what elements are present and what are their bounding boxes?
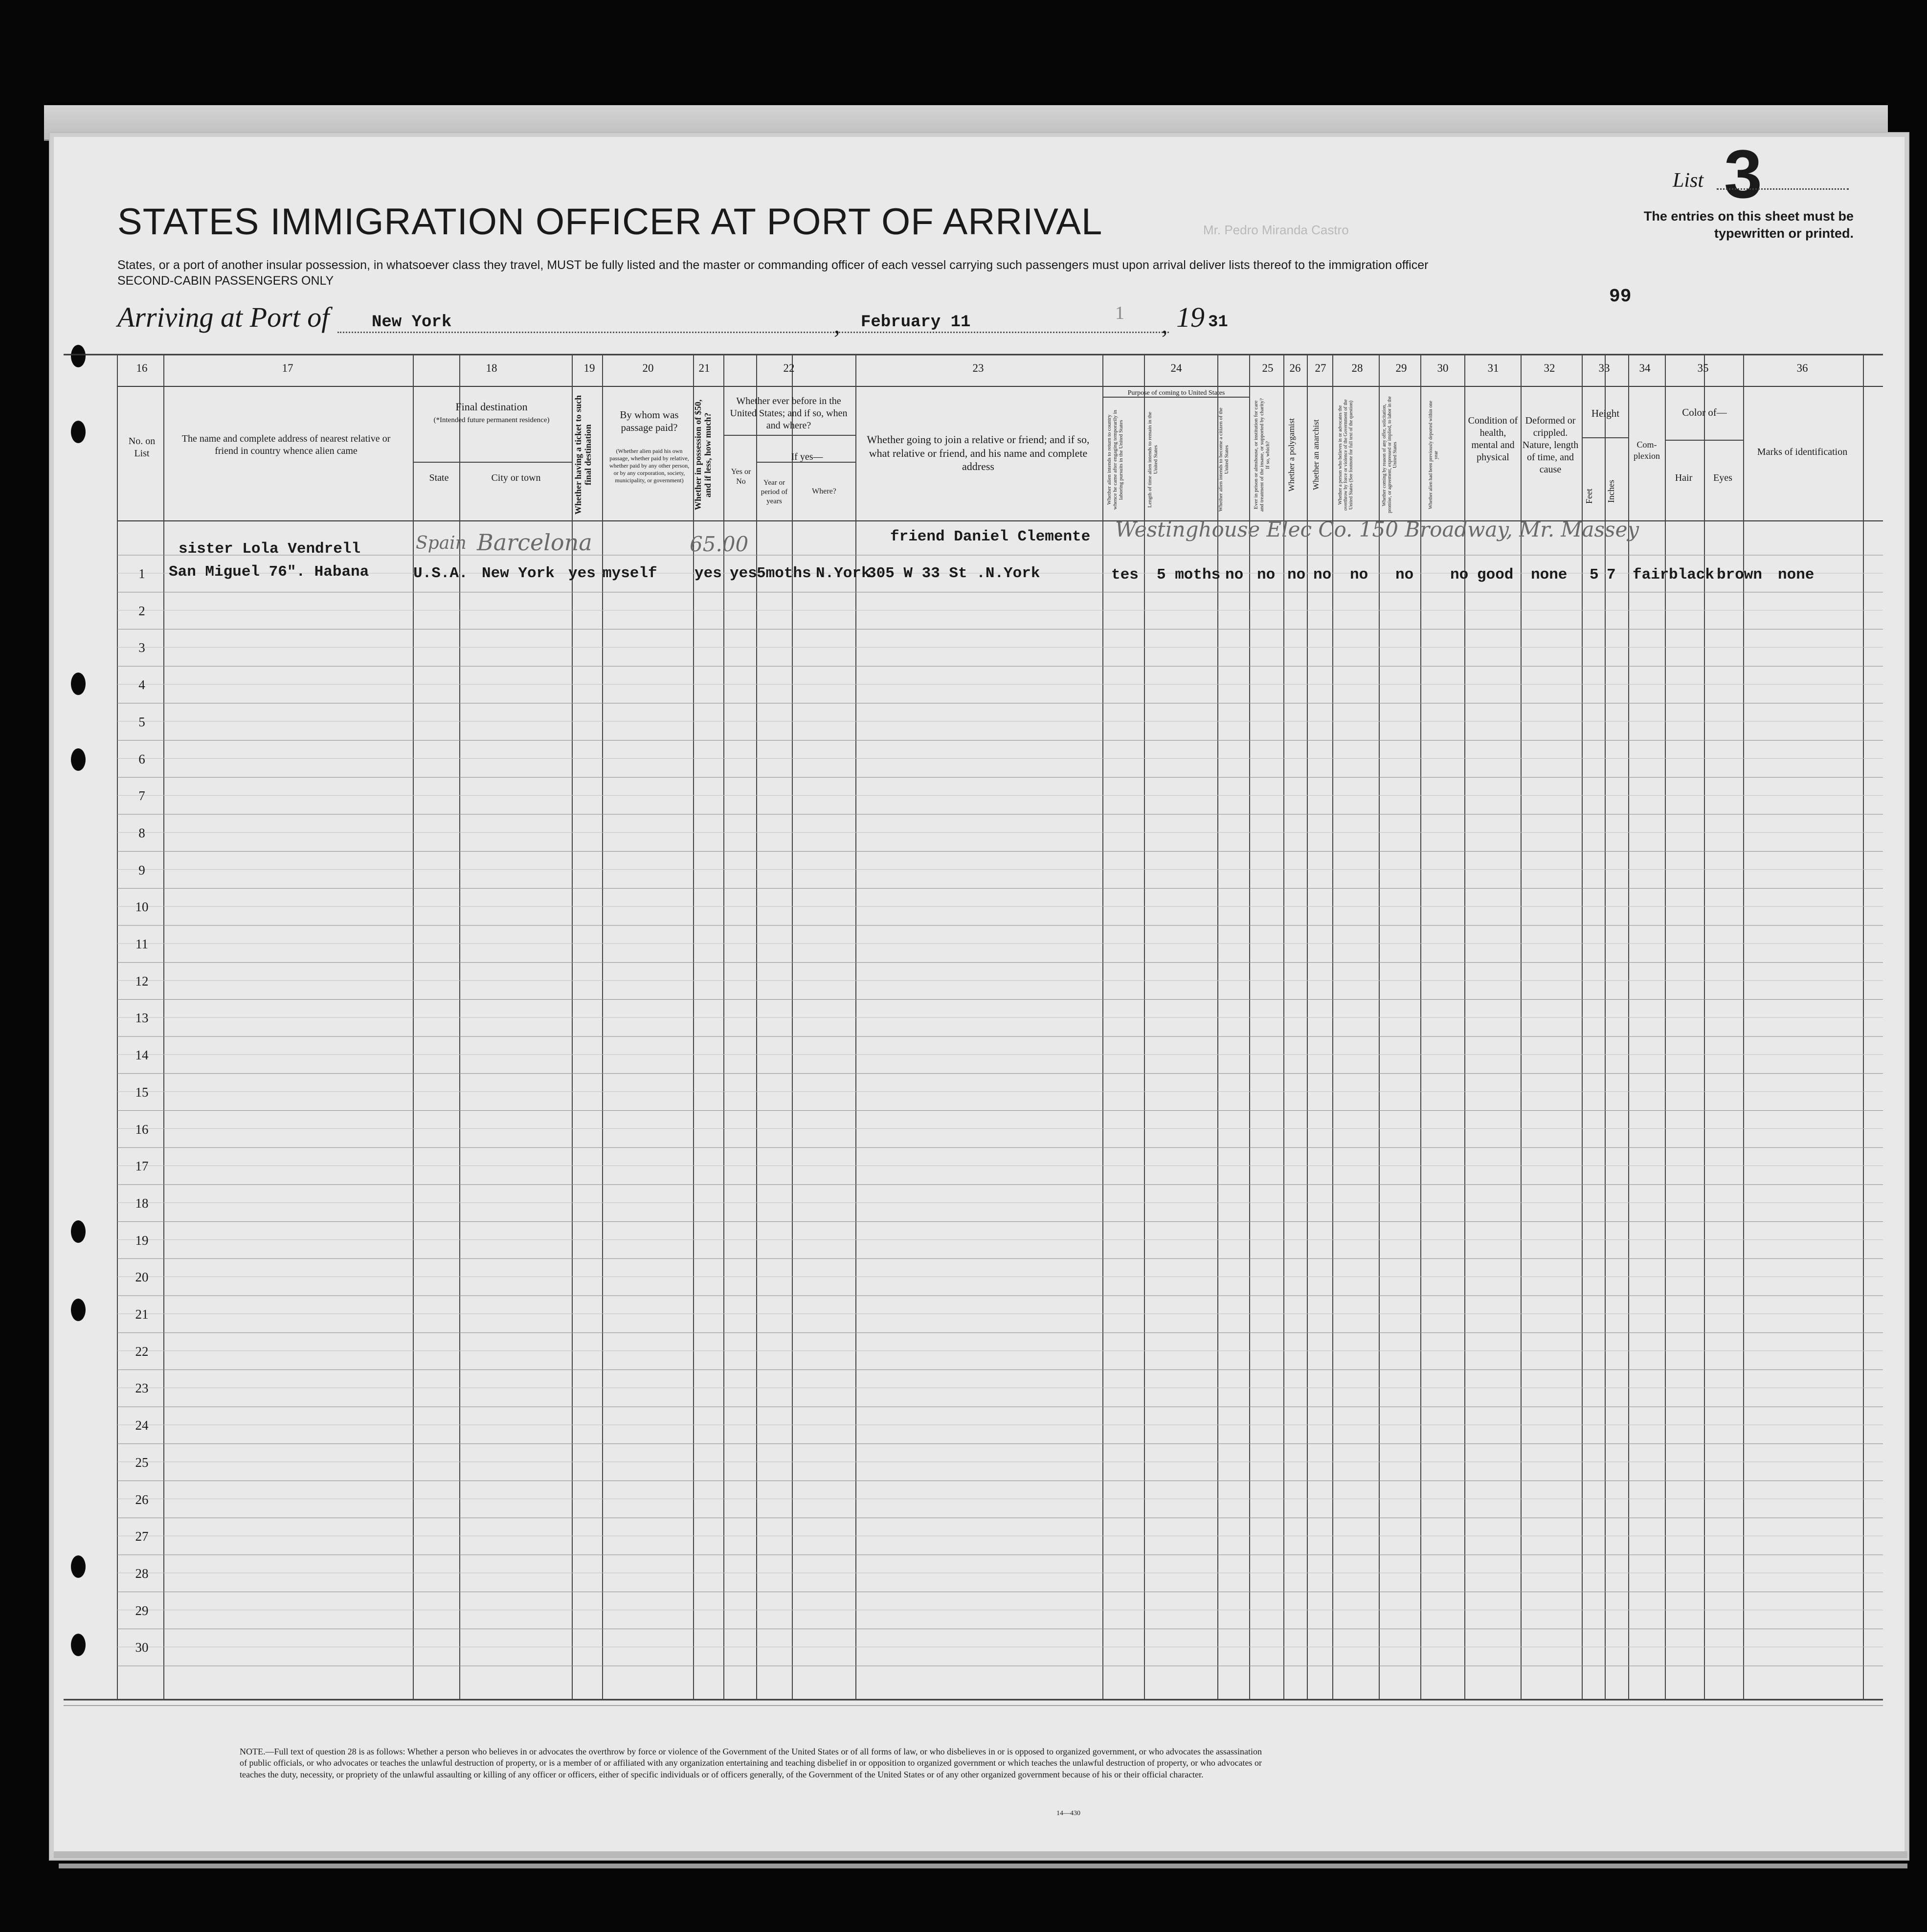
column-number: 22 [783, 362, 795, 374]
row-number: 23 [135, 1381, 149, 1396]
row-number: 14 [135, 1048, 149, 1063]
column-number: 18 [486, 362, 497, 374]
header-condition: Condition of health, mental and physical [1468, 415, 1518, 463]
column-number: 25 [1262, 362, 1274, 374]
row-number: 30 [135, 1640, 149, 1655]
row-number: 1 [138, 566, 145, 581]
cell-join-line1: friend Daniel Clemente [890, 528, 1091, 545]
footnote: NOTE.—Full text of question 28 is as follows: Whether a person who believes in or advocates the overthrow by force or violence of the Government of the United States or of all forms of law, or who disbelieves in or is opposed to organized government, or who advocates the assassination of public officials, or who advocates or teaches the unlawful destruction of property, or is a member of or affiliated with any organization entertaining and teaching disbelief in or opposition to organized government or which teaches the unlawful destruction of property, or who advocates or teaches the duty, necessity, or propriety of the unlawful assaulting or killing of any officer or officers, either of specific individuals or of officers generally, of the Government of the United States or of any other organized government because of his or their official character. [240, 1747, 1262, 1779]
port-value: New York [372, 313, 452, 332]
cell-overthrow: no [1350, 566, 1368, 584]
header-color-of: Color of— [1682, 406, 1727, 418]
row-number: 22 [135, 1344, 149, 1359]
row-number: 8 [138, 825, 145, 840]
row-number: 9 [138, 862, 145, 877]
row-number: 27 [135, 1529, 149, 1544]
list-label: List [1673, 169, 1704, 192]
cell-deported: no [1450, 566, 1469, 584]
row-number: 21 [135, 1307, 149, 1322]
column-number: 23 [972, 362, 984, 374]
column-number: 16 [136, 362, 148, 374]
row-number: 17 [135, 1159, 149, 1174]
arriving-label: Arriving at Port of [117, 301, 330, 333]
cell-ever-before: yes [730, 565, 757, 582]
header-nearest-relative: The name and complete address of nearest relative or friend in country whence alien came [181, 433, 391, 456]
date-mark: 1 [1115, 303, 1124, 323]
header-overthrow: Whether a person who believes in or advocates the overthrow by force or violence of the Government of the United States (See footnote for full text of the question) [1338, 399, 1354, 511]
page-subtitle: States, or a port of another insular possession, in whatsoever class they travel, MUST be fully listed and the master or commanding officer of each vessel carrying such passengers must upon arrival deliver lists thereof to the immigration officer [117, 258, 1429, 272]
header-prison: Ever in prison or almshouse, or institution for care and treatment of the insane, or supported by charity? If so, which? [1253, 398, 1271, 512]
row-number: 16 [135, 1122, 149, 1137]
header-yes-or-no: Yes or No [731, 468, 751, 486]
header-year-or-period: Year or period of years [761, 479, 788, 505]
row-number: 18 [135, 1195, 149, 1211]
cell-relative-line2: San Miguel 76". Habana [169, 563, 369, 581]
row-number: 11 [135, 937, 148, 951]
header-final-destination: Final destination [455, 401, 528, 413]
header-polygamist: Whether a polygamist [1287, 418, 1296, 492]
column-number: 35 [1697, 362, 1709, 374]
header-eyes: Eyes [1713, 472, 1732, 483]
cell-city: New York [482, 565, 555, 582]
bleed-through-text: Mr. Pedro Miranda Castro [1203, 223, 1349, 237]
header-where: Where? [812, 487, 836, 495]
cell-passage: myself [603, 565, 657, 582]
cell-inches: 7 [1607, 566, 1616, 584]
header-anarchist: Whether an anarchist [1311, 419, 1321, 491]
page-title: STATES IMMIGRATION OFFICER AT PORT OF ARRIVAL [117, 201, 1103, 243]
cell-ticket: yes [568, 565, 596, 582]
row-number: 5 [138, 714, 145, 729]
header-state: State [429, 472, 449, 483]
cell-condition: good [1477, 566, 1514, 584]
column-number: 29 [1395, 362, 1407, 374]
column-number: 20 [642, 362, 654, 374]
cell-purpose-citizen: no [1225, 566, 1244, 584]
cell-join-line2: 305 W 33 St .N.York [867, 565, 1040, 582]
cell-marks: none [1778, 566, 1815, 584]
column-number: 21 [698, 362, 710, 374]
header-purpose-citizen: Whether alien intends to become a citizen of the United States [1218, 407, 1230, 512]
cell-state: U.S.A. [413, 565, 468, 582]
header-passage-note: (Whether alien paid his own passage, whether paid by relative, whether paid by any other person, or by any corporation, society, municipality, or government) [609, 448, 690, 484]
column-number: 17 [282, 362, 293, 374]
header-passage-paid: By whom was passage paid? [620, 409, 679, 434]
header-offer: Whether coming by reason of any offer, solicitation, promise, or agreement, expressed or implied, to labor in the United States [1382, 396, 1398, 514]
column-number: 24 [1170, 362, 1182, 374]
cell-offer: no [1395, 566, 1414, 584]
column-number: 30 [1437, 362, 1449, 374]
row-number: 15 [135, 1084, 149, 1100]
handwritten-state: Spain [416, 533, 467, 553]
header-ticket: Whether having a ticket to such final destination [573, 395, 593, 515]
page-number: 99 [1609, 286, 1632, 307]
column-number: 36 [1796, 362, 1808, 374]
row-number: 10 [135, 899, 149, 915]
column-number: 27 [1315, 362, 1326, 374]
year-suffix: 31 [1208, 313, 1228, 332]
cell-prison: no [1257, 566, 1276, 584]
header-final-destination-note: (*Intended future permanent residence) [433, 416, 550, 424]
row-number: 4 [138, 677, 145, 693]
header-height: Height [1591, 407, 1620, 419]
row-number: 2 [138, 603, 145, 618]
comma: , [1162, 311, 1168, 338]
column-number: 32 [1544, 362, 1555, 374]
list-note: The entries on this sheet must be typewritten or printed. [1643, 209, 1854, 241]
row-number: 25 [135, 1455, 149, 1470]
handwritten-city: Barcelona [477, 529, 592, 556]
header-join-relative: Whether going to join a relative or friend; and if so, what relative or friend, and his name and complete address [867, 433, 1090, 472]
cell-hair: black [1669, 566, 1715, 584]
header-possession-50: Whether in possession of $50, and if less, how much? [693, 399, 713, 511]
cell-complexion: fair [1633, 566, 1669, 584]
header-purpose-length: Length of time alien intends to remain in the United States [1147, 411, 1159, 508]
handwritten-employer: Westinghouse Elec Co. 150 Broadway, Mr. Massey [1115, 517, 1639, 541]
column-number: 19 [583, 362, 595, 374]
row-number: 29 [135, 1603, 149, 1618]
row-number: 3 [138, 640, 145, 655]
header-no-on-list: No. on List [128, 436, 156, 459]
handwritten-amount: 65.00 [690, 532, 749, 556]
cell-purpose-return: tes [1111, 566, 1139, 584]
cell-deformed: none [1531, 566, 1568, 584]
header-deported: Whether alien had been previously deported within one year [1428, 401, 1439, 509]
form-number: 14—430 [1056, 1810, 1080, 1817]
cell-anarchist: no [1313, 566, 1332, 584]
row-number: 20 [135, 1270, 149, 1285]
cell-possession: yes [695, 565, 722, 582]
date-value: February 11 [861, 313, 971, 332]
row-number: 24 [135, 1418, 149, 1433]
header-complexion: Com-plexion [1634, 440, 1660, 461]
header-purpose: Purpose of coming to United States [1127, 389, 1225, 397]
header-if-yes: If yes— [791, 451, 823, 462]
row-number: 26 [135, 1492, 149, 1507]
header-inches: Inches [1606, 480, 1616, 503]
row-number: 6 [138, 751, 145, 766]
column-number: 26 [1289, 362, 1301, 374]
row-number: 19 [135, 1233, 149, 1248]
header-feet: Feet [1584, 489, 1594, 504]
list-number: 3 [1724, 135, 1762, 212]
cell-period: 5moths [757, 565, 811, 582]
header-deformed: Deformed or crippled. Nature, length of time, and cause [1522, 415, 1579, 475]
header-ever-before: Whether ever before in the United States; and if so, when and where? [730, 396, 848, 431]
row-number: 12 [135, 973, 149, 988]
row-number: 28 [135, 1566, 149, 1581]
column-number: 31 [1487, 362, 1499, 374]
cell-where: N.York [816, 565, 871, 582]
row-number: 7 [138, 788, 145, 804]
cell-eyes: brown [1717, 566, 1763, 584]
column-number: 34 [1639, 362, 1651, 374]
cell-polygamist: no [1287, 566, 1306, 584]
column-number: 28 [1351, 362, 1363, 374]
header-hair: Hair [1675, 472, 1693, 483]
comma: , [834, 311, 840, 338]
header-purpose-return: Whether alien intends to return to country whence he came after engaging temporarily in laboring pursuits in the United States [1106, 410, 1124, 510]
header-marks: Marks of identification [1757, 447, 1848, 457]
row-number: 13 [135, 1011, 149, 1026]
header-city-or-town: City or town [491, 472, 541, 483]
year-prefix: 19 [1176, 301, 1205, 333]
cell-relative-line1: sister Lola Vendrell [179, 540, 361, 558]
class-label: SECOND-CABIN PASSENGERS ONLY [117, 274, 334, 288]
cell-purpose-length: 5 moths [1157, 566, 1221, 584]
column-number: 33 [1598, 362, 1610, 374]
cell-feet: 5 [1590, 566, 1599, 584]
